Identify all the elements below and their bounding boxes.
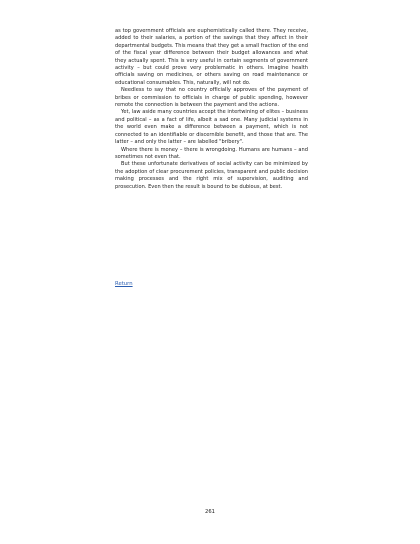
body-paragraph: Yet, law aside many countries accept the intertwining of elites – business and political – as a fact of life, albeit a sad one. Many judicial systems in the world even make a difference between a payment, which is not connected to an identifiable or discernible benefit, and those that are. The latter – and only the latter – are labelled "bribery". <box>115 109 308 146</box>
document-body <box>115 28 308 191</box>
body-paragraph: But these unfortunate derivatives of social activity can be minimized by the adoption of clear procurement policies, transparent and public decision making processes and the right mix of supervision, auditing and prosecution. Even then the result is bound to be dubious, at best. <box>115 161 308 190</box>
body-paragraph: Where there is money – there is wrongdoing. Humans are humans – and sometimes not even that. <box>115 146 308 160</box>
body-paragraph: as top government officials are euphemistically called there. They receive, added to their salaries, a portion of the savings that they affect in their departmental budgets. This means that they get a small fraction of the end of the fiscal year difference between their budget allowances and what they actually spent. This is very useful in certain segments of government activity – but could prove very problematic in others. Imagine health officials saving on medicines, or others saving on road maintenance or educational consumables. This, naturally, will not do. <box>115 28 308 86</box>
body-paragraph: Needless to say that no country officially approves of the payment of bribes or commission to officials in charge of public spending, however remote the connection is between the payment and the actions. <box>115 87 308 109</box>
return-link[interactable]: Return <box>115 281 133 287</box>
page-number: 261 <box>205 509 215 515</box>
